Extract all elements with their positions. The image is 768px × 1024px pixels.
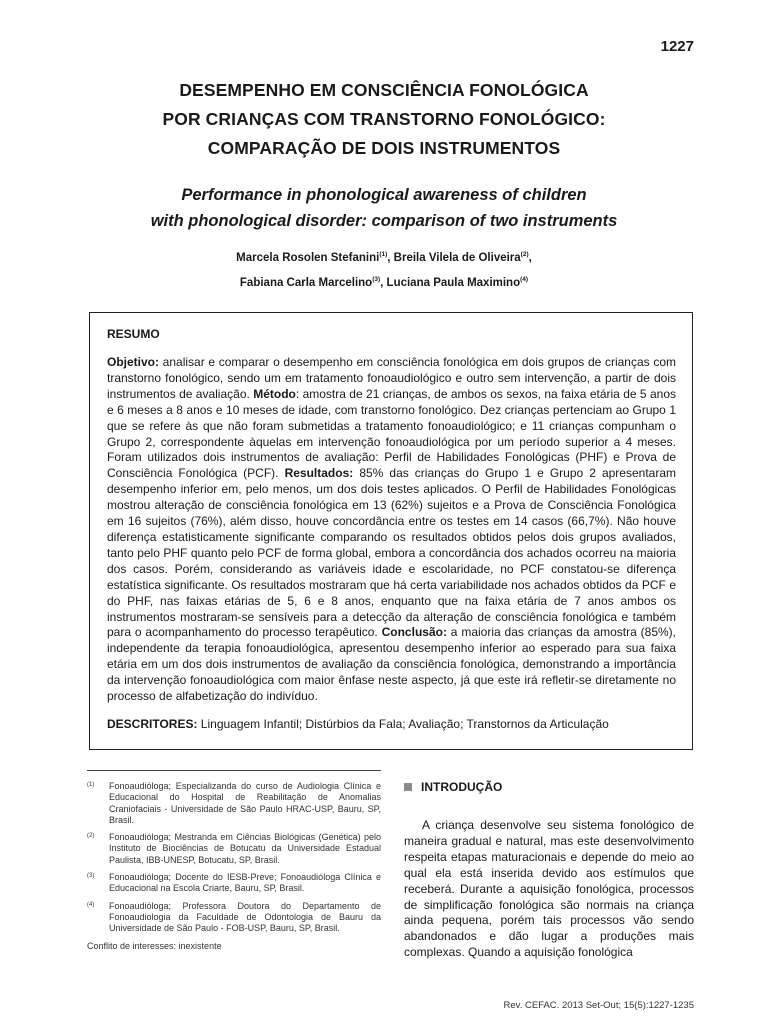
author-affiliation-mark: (1) xyxy=(379,251,388,258)
footnote xyxy=(87,872,381,895)
title-line: DESEMPENHO EM CONSCIÊNCIA FONOLÓGICA xyxy=(179,80,589,100)
subtitle-line: with phonological disorder: comparison of two instruments xyxy=(150,212,618,230)
footnote-number: (3) xyxy=(87,873,95,880)
author-list xyxy=(60,244,708,294)
footnote-number: (2) xyxy=(87,833,95,840)
method-label: Método xyxy=(253,386,296,401)
abstract-body xyxy=(107,355,676,705)
footnote-text: Fonoaudióloga; Docente do IESB-Preve; Fonoaudióloga Clínica e Educacional na Escola Criarte, Bauru, SP, Brasil. xyxy=(109,872,381,894)
author-affiliation-mark: (2) xyxy=(520,251,529,258)
descriptors-text: Linguagem Infantil; Distúrbios da Fala; Avaliação; Transtornos da Articulação xyxy=(197,716,609,731)
page-number: 1227 xyxy=(660,38,694,55)
author-affiliation-mark: (4) xyxy=(520,276,529,283)
introduction-body: A criança desenvolve seu sistema fonológico de maneira gradual e natural, mas este desenvolvimento respeita etapas maturacionais e depende do meio ao qual ela está inserida devido aos estímulos que receberá. Durante a aquisição fonológica, processos de simplificação fonológica são normais na criança ainda pequena, porém tais processos vão sendo abandonados e dão lugar a produções mais complexas. Quando a aquisição fonológica xyxy=(404,818,694,960)
author-line xyxy=(60,269,708,294)
footnote-divider xyxy=(87,770,381,771)
footnotes xyxy=(87,781,381,952)
footnote-number: (4) xyxy=(87,901,95,908)
descriptors-label: DESCRITORES: xyxy=(107,716,198,731)
introduction-heading xyxy=(404,780,502,794)
author-name: Luciana Paula Maximino xyxy=(386,277,521,289)
title-line: COMPARAÇÃO DE DOIS INSTRUMENTOS xyxy=(207,138,561,158)
results-label: Resultados: xyxy=(284,466,354,481)
author-name: Breila Vilela de Oliveira xyxy=(393,252,521,264)
footnote-text: Fonoaudióloga; Mestranda em Ciências Biológicas (Genética) pelo Instituto de Biociências de Botucatu da Universidade Estadual Paulista, IBB-UNESP, Botucatu, SP, Brasil. xyxy=(109,832,381,865)
author-affiliation-mark: (3) xyxy=(372,276,381,283)
conclusion-label: Conclusão: xyxy=(381,625,447,640)
section-bullet-icon xyxy=(404,783,412,791)
journal-citation: Rev. CEFAC. 2013 Set-Out; 15(5):1227-1235 xyxy=(503,1000,694,1011)
footnote xyxy=(87,781,381,826)
article-title xyxy=(60,76,708,163)
author-separator: , xyxy=(528,252,532,264)
footnote xyxy=(87,832,381,866)
abstract-heading: RESUMO xyxy=(107,327,160,341)
title-line: POR CRIANÇAS COM TRANSTORNO FONOLÓGICO: xyxy=(162,109,606,129)
objective-text: analisar e comparar o desempenho em consciência fonológica em dois grupos de crianças com transtorno fonológico, sendo um em tratamento fonoaudiológico e outro sem intervenção, a partir de dois instrumentos de avaliação. xyxy=(107,355,676,401)
footnote-number: (1) xyxy=(87,782,95,788)
conflict-of-interest: Conflito de interesses: inexistente xyxy=(87,940,222,951)
objective-label: Objetivo: xyxy=(107,355,160,369)
subtitle-line: Performance in phonological awareness of children xyxy=(181,186,587,204)
author-separator: , xyxy=(380,277,387,289)
author-separator: , xyxy=(387,252,394,264)
footnote-text: Fonoaudióloga; Especializanda do curso de Audiologia Clínica e Educacional do Hospital de Reabilitação de Anomalias Craniofaciais - Universidade de São Paulo HRAC-USP, Bauru, SP, Brasil. xyxy=(109,781,381,825)
author-name: Marcela Rosolen Stefanini xyxy=(236,252,380,264)
footnote xyxy=(87,901,381,935)
method-text: : amostra de 21 crianças, de ambos os sexos, na faixa etária de 5 anos e 6 meses a 8 anos e 10 meses de idade, com transtorno fonológico. Dez crianças pertenciam ao Grupo 1 que se refere às que não foram submetidas a tratamento fonoaudiológico; e 11 crianças compunham o Grupo 2, correspondente àquelas em intervenção fonoaudiológica por um período superior a 4 meses. Foram utilizados dois instrumentos de avaliação: Perfil de Habilidades Fonológicas (PHF) e Prova de Consciência Fonológica (PCF). xyxy=(107,386,677,481)
abstract-box xyxy=(89,312,693,750)
introduction-heading-text: INTRODUÇÃO xyxy=(421,780,503,794)
descriptors xyxy=(107,717,676,731)
author-line xyxy=(60,244,708,269)
conclusion-text: a maioria das crianças da amostra (85%), independente da terapia fonoaudiológica, apresentou desempenho inferior ao esperado para sua faixa etária em um dos dois instrumentos de avaliação da consciência fonológica, demonstrando a importância da intervenção fonoaudiológica com maior ênfase neste aspecto, já que este irá refletir-se diretamente no processo de alfabetização do indivíduo. xyxy=(107,625,676,704)
author-name: Fabiana Carla Marcelino xyxy=(239,277,373,289)
results-text: 85% das crianças do Grupo 1 e Grupo 2 apresentaram desempenho inferior em, pelo menos, um dos dois testes aplicados. O Perfil de Habilidades Fonológicas mostrou alteração de consciência fonológica em 13 (62%) sujeitos e a Prova de Consciência Fonológica em 16 sujeitos (76%), além disso, houve concordância entre os testes em 14 casos (66,7%). Não houve diferença estatisticamente significante comparando os resultados obtidos pelos dois grupos avaliados, tanto pelo PHF quanto pelo PCF de forma global, embora a concordância dos achados ocorreu na maioria dos casos. Porém, considerando as variáveis idade e escolaridade, no PCF constatou-se diferença estatística significante. Os resultados mostraram que há certa variabilidade nos achados obtidos da PCF e do PHF, nas faixas etárias de 5, 6 e 8 anos, enquanto que na faixa etária de 7 anos ambos os instrumentos mostraram-se sensíveis para a detecção da alteração de consciência fonológica e também para o acompanhamento do processo terapêutico. xyxy=(107,466,677,640)
english-title xyxy=(60,182,708,234)
footnote-text: Fonoaudióloga; Professora Doutora do Departamento de Fonoaudiologia da Faculdade de Odontologia de Bauru da Universidade de São Paulo - FOB-USP, Bauru, SP, Brasil. xyxy=(109,900,381,934)
